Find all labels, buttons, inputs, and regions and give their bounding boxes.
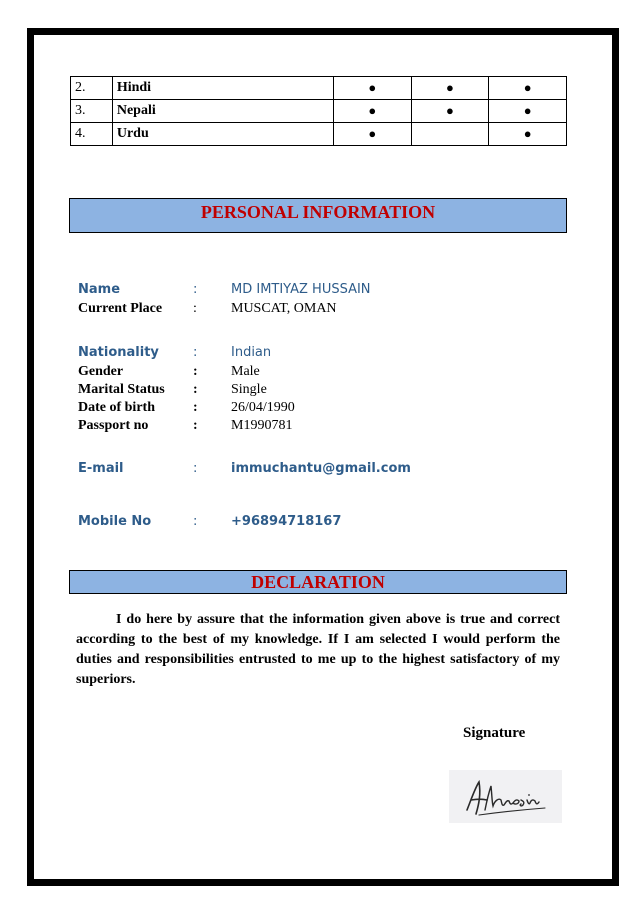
passport-value: M1990781 (231, 418, 293, 433)
page-border (27, 28, 619, 886)
signature-label: Signature (463, 725, 526, 741)
mobile-value: +96894718167 (231, 514, 342, 529)
passport-label: Passport no (78, 418, 149, 433)
proficiency-dot: ● (489, 100, 567, 123)
proficiency-dot: ● (333, 123, 411, 146)
personal-information-heading: PERSONAL INFORMATION (69, 198, 567, 233)
proficiency-dot (411, 123, 489, 146)
row-number: 4. (71, 123, 113, 146)
info-row-passport (78, 418, 558, 438)
colon: : (193, 418, 198, 433)
current-place-label: Current Place (78, 301, 163, 316)
date-of-birth-label: Date of birth (78, 400, 155, 415)
proficiency-dot: ● (489, 77, 567, 100)
name-label: Name (78, 282, 121, 297)
colon: : (193, 364, 198, 379)
info-row-dob (78, 400, 558, 420)
email-value: immuchantu@gmail.com (231, 461, 411, 476)
gender-value: Male (231, 364, 260, 379)
language-name: Hindi (112, 77, 333, 100)
colon: : (193, 282, 198, 297)
language-name: Nepali (112, 100, 333, 123)
colon: : (193, 400, 198, 415)
info-row-marital (78, 382, 558, 402)
declaration-heading: DECLARATION (69, 570, 567, 594)
colon: : (193, 514, 198, 529)
languages-table (70, 76, 567, 146)
info-row-email (78, 461, 558, 481)
table-row (71, 100, 567, 123)
proficiency-dot: ● (333, 77, 411, 100)
info-row-place (78, 301, 558, 321)
colon: : (193, 301, 197, 316)
gender-label: Gender (78, 364, 124, 379)
date-of-birth-value: 26/04/1990 (231, 400, 295, 415)
marital-status-value: Single (231, 382, 267, 397)
handwritten-signature (449, 770, 562, 823)
signature-image (449, 770, 562, 823)
email-label: E-mail (78, 461, 124, 476)
proficiency-dot: ● (489, 123, 567, 146)
nationality-label: Nationality (78, 345, 159, 360)
proficiency-dot: ● (411, 100, 489, 123)
nationality-value: Indian (231, 345, 272, 360)
proficiency-dot: ● (333, 100, 411, 123)
language-name: Urdu (112, 123, 333, 146)
table-row (71, 123, 567, 146)
proficiency-dot: ● (411, 77, 489, 100)
row-number: 3. (71, 100, 113, 123)
info-row-mobile (78, 514, 558, 534)
row-number: 2. (71, 77, 113, 100)
marital-status-label: Marital Status (78, 382, 165, 397)
info-row-name (78, 282, 558, 302)
mobile-label: Mobile No (78, 514, 152, 529)
colon: : (193, 345, 198, 360)
declaration-text: I do here by assure that the information given above is true and correct according to the best of my knowledge. If I am selected I would perform the duties and responsibilities entrusted to me up to the highest satisfactory of my superiors. (76, 612, 560, 687)
name-value: MD IMTIYAZ HUSSAIN (231, 282, 371, 297)
info-row-nationality (78, 345, 558, 365)
current-place-value: MUSCAT, OMAN (231, 301, 337, 316)
colon: : (193, 461, 198, 476)
table-row (71, 77, 567, 100)
colon: : (193, 382, 198, 397)
info-row-gender (78, 364, 558, 384)
